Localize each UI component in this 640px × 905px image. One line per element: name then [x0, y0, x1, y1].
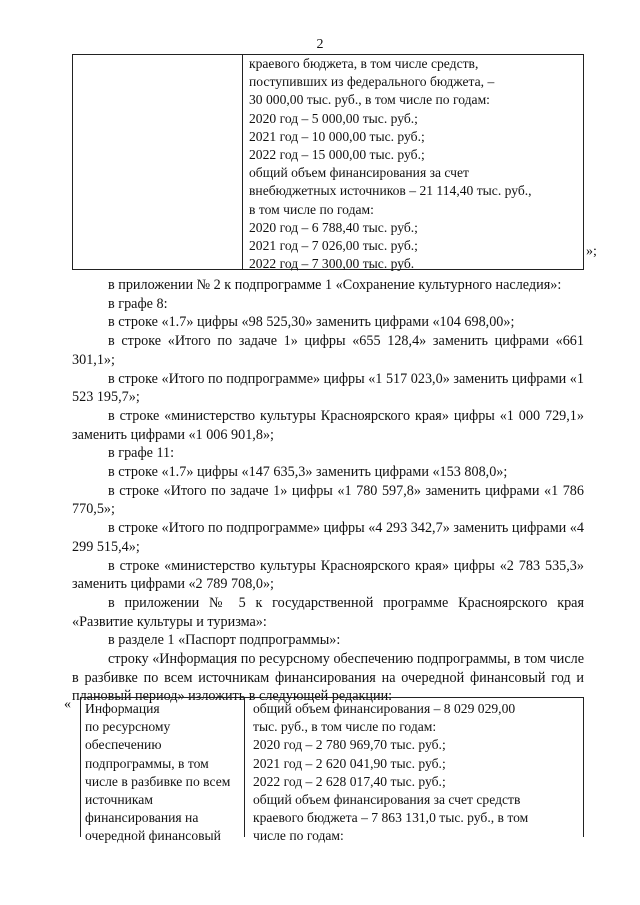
table-line: финансирования на — [85, 810, 199, 826]
table-line: очередной финансовый — [85, 828, 221, 844]
table-line: обеспечению — [85, 737, 162, 753]
paragraph: в строке «1.7» цифры «147 635,3» заменить цифрами «153 808,0»; — [108, 464, 508, 481]
table-line: 2022 год – 2 628 017,40 тыс. руб.; — [253, 773, 446, 789]
closing-quote: »; — [586, 244, 597, 259]
table-line: 2021 год – 10 000,00 тыс. руб.; — [249, 128, 425, 144]
continuation-table-right-cell — [249, 55, 579, 273]
document-body — [72, 276, 584, 706]
paragraph: в строке «1.7» цифры «98 525,30» заменить цифрами «104 698,00»; — [108, 314, 515, 331]
table-line: источникам — [85, 792, 153, 808]
table-line: 2022 год – 7 300,00 тыс. руб. — [249, 256, 415, 272]
table-line: Информация — [85, 701, 160, 716]
table-line: 2021 год – 7 026,00 тыс. руб.; — [249, 238, 418, 254]
table-line: поступивших из федерального бюджета, – — [249, 74, 495, 90]
table-line: краевого бюджета, в том числе средств, — [249, 56, 479, 71]
table-line: 2020 год – 6 788,40 тыс. руб.; — [249, 219, 418, 235]
table-line: 2020 год – 2 780 969,70 тыс. руб.; — [253, 737, 446, 753]
table-line: краевого бюджета – 7 863 131,0 тыс. руб., в том — [253, 810, 529, 826]
paragraph: в графе 11: — [108, 445, 175, 462]
passport-table — [80, 697, 584, 844]
table-line: 30 000,00 тыс. руб., в том числе по годам: — [249, 92, 490, 108]
page-number: 2 — [316, 37, 324, 52]
paragraph: в разделе 1 «Паспорт подпрограммы»: — [108, 632, 341, 649]
paragraph: в строке «министерство культуры Красноярского края» цифры «1 000 729,1» заменить цифрами «1 006 901,8»; — [72, 407, 584, 443]
paragraph: в строке «Итого по задаче 1» цифры «655 128,4» заменить цифрами «661 301,1»; — [72, 333, 584, 368]
passport-table-left-cell — [81, 698, 245, 844]
paragraph: в графе 8: — [108, 295, 168, 312]
paragraph: в приложении № 2 к подпрограмме 1 «Сохранение культурного наследия»: — [108, 277, 562, 293]
continuation-table-left-cell — [73, 55, 243, 269]
passport-table-right-cell — [253, 698, 579, 846]
table-line: числе в разбивке по всем — [85, 773, 231, 789]
continuation-table — [72, 54, 584, 270]
table-line: 2021 год – 2 620 041,90 тыс. руб.; — [253, 755, 446, 771]
paragraph: в строке «Итого по задаче 1» цифры «1 780 597,8» заменить цифрами «1 786 770,5»; — [72, 482, 584, 518]
table-line: числе по годам: — [253, 828, 344, 844]
paragraph: в строке «Итого по подпрограмме» цифры «1 517 023,0» заменить цифрами «1 523 195,7»; — [72, 370, 584, 406]
opening-quote: « — [64, 697, 71, 712]
table-line: в том числе по годам: — [249, 201, 374, 217]
paragraph: в строке «Итого по подпрограмме» цифры «4 293 342,7» заменить цифрами «4 299 515,4»; — [72, 520, 584, 555]
table-line: общий объем финансирования за счет — [249, 165, 469, 181]
table-line: 2020 год – 5 000,00 тыс. руб.; — [249, 110, 418, 126]
table-line: 2022 год – 15 000,00 тыс. руб.; — [249, 147, 425, 163]
table-line: по ресурсному — [85, 719, 171, 735]
table-line: внебюджетных источников – 21 114,40 тыс. руб., — [249, 183, 532, 199]
paragraph: в приложении № 5 к государственной программе Красноярского края «Развитие культуры и туризма»: — [72, 594, 584, 630]
paragraph: в строке «министерство культуры Красноярского края» цифры «2 783 535,3» заменить цифрами «2 789 708,0»; — [72, 557, 584, 593]
paragraph: строку «Информация по ресурсному обеспечению подпрограммы, в том числе в разбивке по всем источникам финансирования на очередной финансовый год и плановый период» изложить в следующей редакции: — [72, 651, 584, 705]
table-line: подпрограммы, в том — [85, 755, 209, 771]
table-line: общий объем финансирования – 8 029 029,00 — [253, 701, 516, 716]
table-line: тыс. руб., в том числе по годам: — [253, 719, 437, 735]
table-line: общий объем финансирования за счет средств — [253, 792, 521, 808]
